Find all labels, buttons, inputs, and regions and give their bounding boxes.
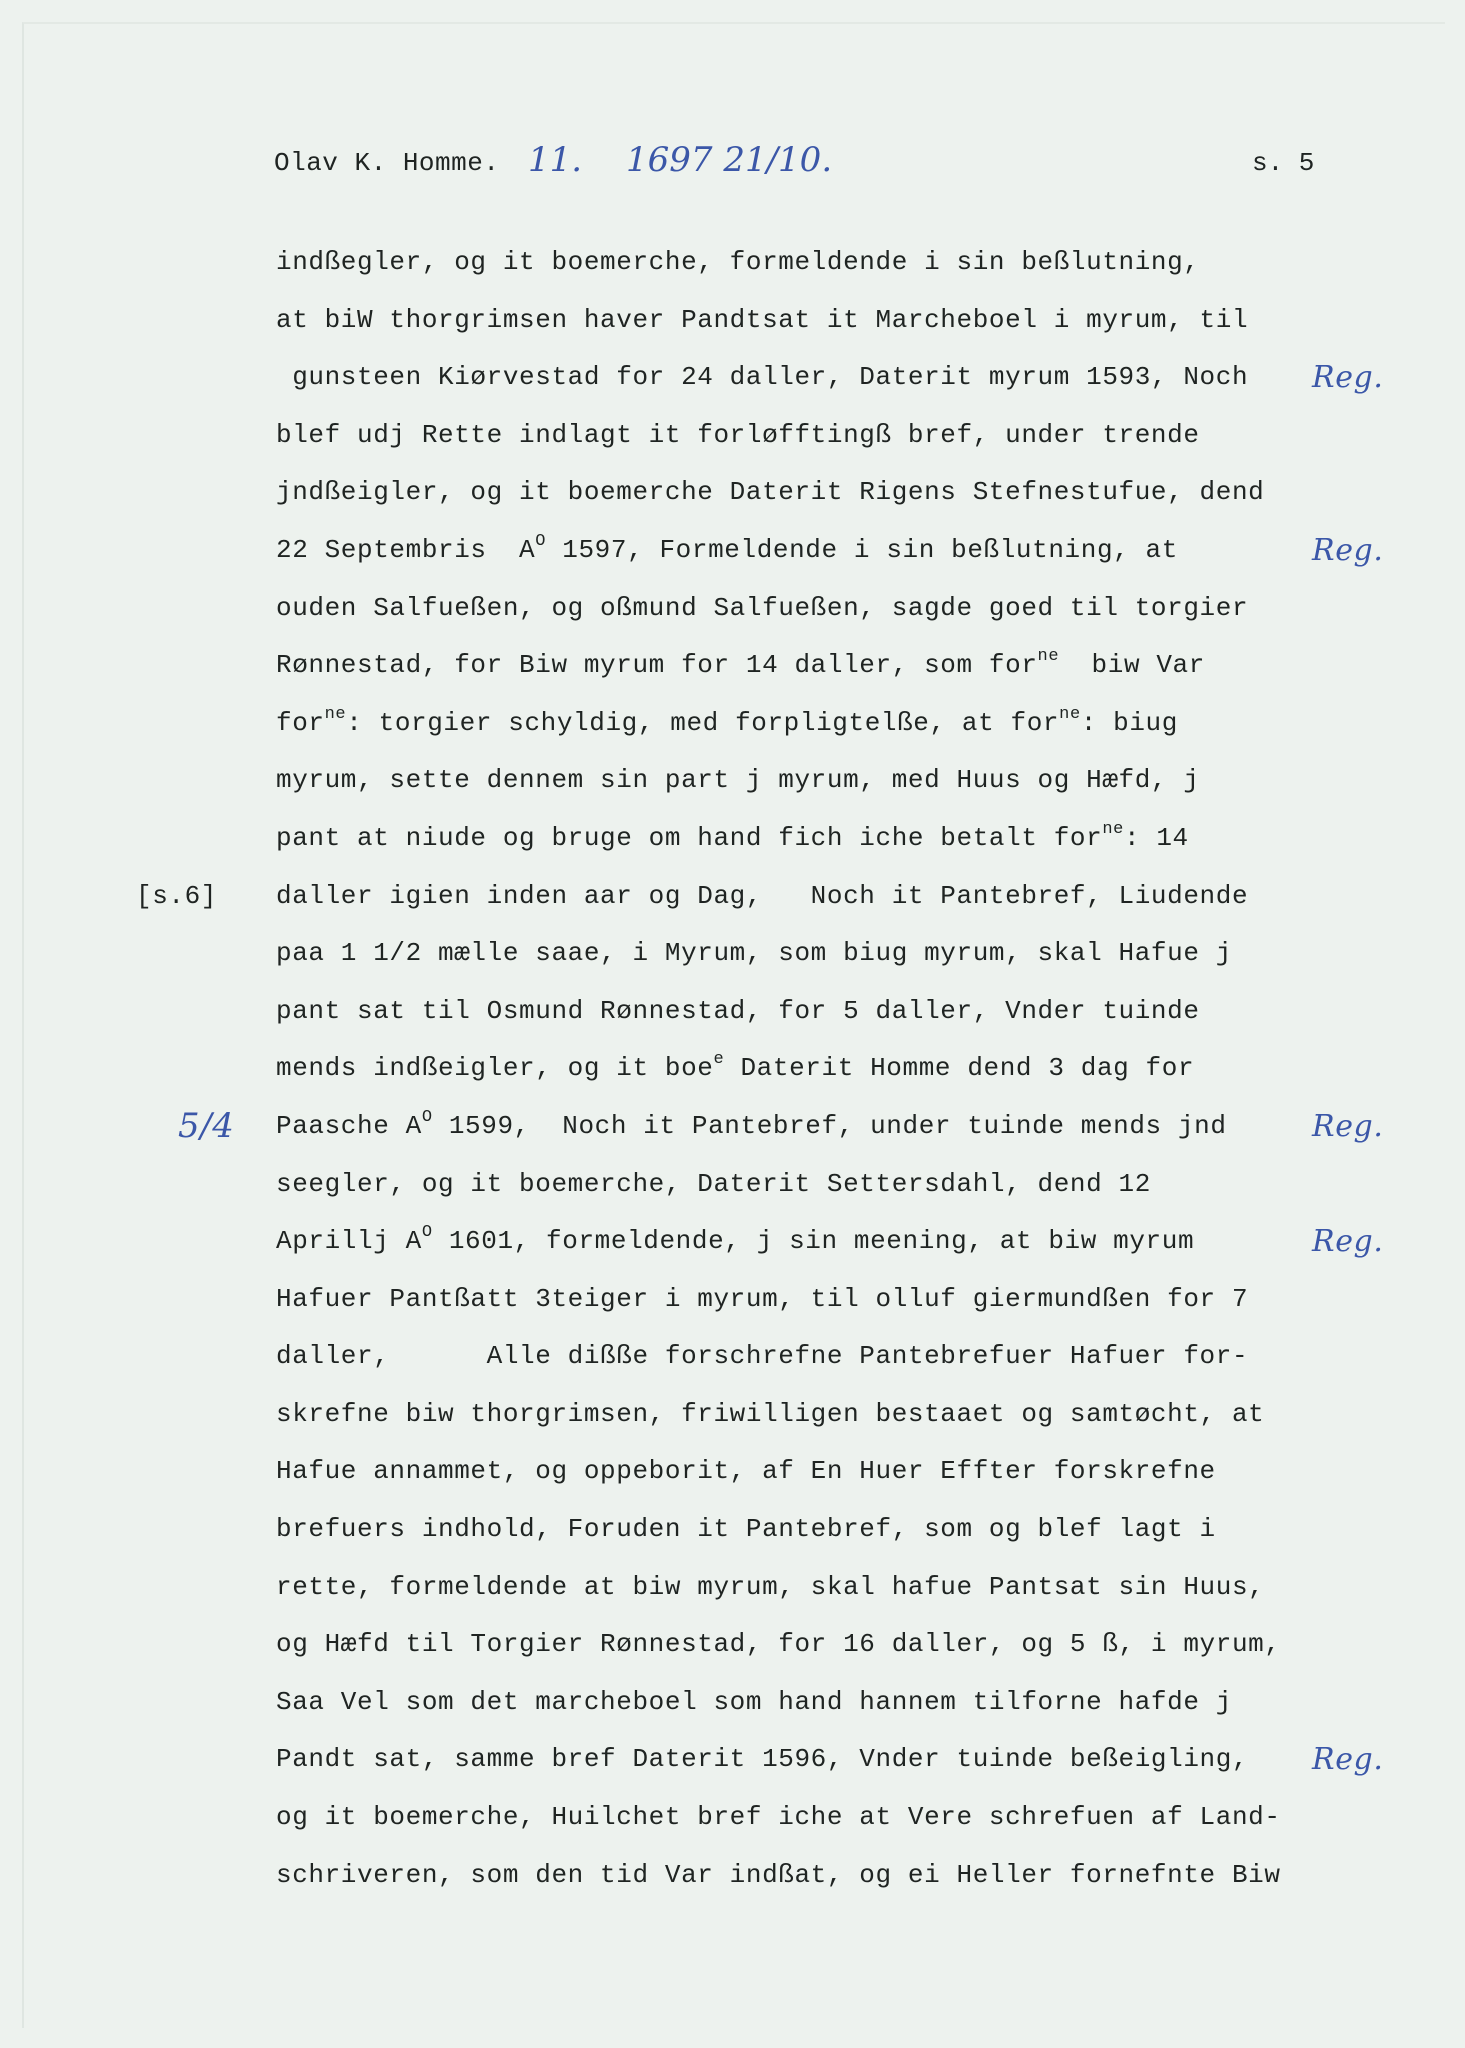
text-line bbox=[0, 1098, 1465, 1156]
line-text bbox=[276, 1328, 1248, 1386]
text-segment: seegler, og it boemerche, Daterit Settersdahl, dend 12 bbox=[276, 1168, 1151, 1199]
text-line bbox=[0, 1213, 1465, 1271]
page-header bbox=[0, 140, 1465, 190]
text-segment: 22 Septembris A bbox=[276, 534, 536, 565]
text-line bbox=[0, 1559, 1465, 1617]
text-segment: gunsteen Kiørvestad for 24 daller, Daterit myrum 1593, Noch bbox=[276, 362, 1249, 393]
line-text bbox=[276, 983, 1200, 1041]
line-text bbox=[276, 1501, 1216, 1559]
text-line bbox=[0, 1501, 1465, 1559]
handwritten-date: 1697 21/10. bbox=[626, 140, 833, 180]
text-segment: og it boemerche, Huilchet bref iche at Vere schrefuen af Land- bbox=[276, 1802, 1281, 1833]
text-segment: brefuers indhold, Foruden it Pantebref, som og blef lagt i bbox=[276, 1514, 1216, 1545]
text-line bbox=[0, 580, 1465, 638]
line-text bbox=[276, 1271, 1248, 1329]
line-text bbox=[276, 292, 1248, 350]
text-line bbox=[0, 752, 1465, 810]
line-text bbox=[276, 1559, 1264, 1617]
line-text bbox=[276, 868, 1248, 926]
line-text bbox=[276, 1443, 1216, 1501]
text-segment: rette, formeldende at biw myrum, skal hafue Pantsat sin Huus, bbox=[276, 1571, 1265, 1602]
superscript: O bbox=[421, 1107, 433, 1127]
margin-note-reg: Reg. bbox=[1312, 1742, 1384, 1778]
text-line bbox=[0, 292, 1465, 350]
text-segment: skrefne biw thorgrimsen, friwilligen bestaaet og samtøcht, at bbox=[276, 1398, 1265, 1429]
text-segment: at biW thorgrimsen haver Pandtsat it Marcheboel i myrum, til bbox=[276, 304, 1249, 335]
line-text bbox=[276, 1731, 1248, 1789]
text-line bbox=[0, 1443, 1465, 1501]
text-line bbox=[0, 234, 1465, 292]
line-text bbox=[276, 1098, 1227, 1156]
margin-note-reg: Reg. bbox=[1312, 1108, 1384, 1144]
margin-note-reg: Reg. bbox=[1312, 532, 1384, 568]
superscript: ne bbox=[324, 704, 347, 724]
margin-note-reg: Reg. bbox=[1312, 1224, 1384, 1260]
text-line bbox=[0, 1674, 1465, 1732]
line-text bbox=[276, 1616, 1281, 1674]
text-line bbox=[0, 810, 1465, 868]
text-segment: Paasche A bbox=[276, 1110, 422, 1141]
text-segment: pant sat til Osmund Rønnestad, for 5 daller, Vnder tuinde bbox=[276, 995, 1200, 1026]
text-segment: myrum, sette dennem sin part j myrum, med Huus og Hæfd, j bbox=[276, 765, 1200, 796]
text-line bbox=[0, 1731, 1465, 1789]
line-text bbox=[276, 1789, 1281, 1847]
line-text bbox=[276, 752, 1200, 810]
text-segment: blef udj Rette indlagt it forløfftingß bref, under trende bbox=[276, 419, 1200, 450]
author-heading: Olav K. Homme. bbox=[274, 148, 500, 178]
text-line bbox=[0, 1040, 1465, 1098]
text-segment: Hafuer Pantßatt 3teiger i myrum, til olluf giermundßen for 7 bbox=[276, 1283, 1249, 1314]
text-line bbox=[0, 1156, 1465, 1214]
line-text bbox=[276, 637, 1205, 695]
page-number: s. 5 bbox=[1252, 148, 1315, 178]
text-line bbox=[0, 1847, 1465, 1905]
line-text bbox=[276, 1040, 1194, 1098]
margin-note-reg: Reg. bbox=[1312, 360, 1384, 396]
text-segment: indßegler, og it boemerche, formeldende i sin beßlutning, bbox=[276, 247, 1200, 277]
text-segment: paa 1 1/2 mælle saae, i Myrum, som biug myrum, skal Hafue j bbox=[276, 938, 1232, 969]
line-text bbox=[276, 522, 1178, 580]
text-line bbox=[0, 695, 1465, 753]
line-text bbox=[276, 1847, 1281, 1905]
line-text bbox=[276, 580, 1248, 638]
line-text bbox=[276, 1213, 1194, 1271]
text-line bbox=[0, 349, 1465, 407]
line-text bbox=[276, 1156, 1151, 1214]
line-text bbox=[276, 695, 1178, 753]
text-segment: schriveren, som den tid Var indßat, og ei Heller fornefnte Biw bbox=[276, 1859, 1281, 1890]
text-segment: Saa Vel som det marcheboel som hand hannem tilforne hafde j bbox=[276, 1686, 1232, 1717]
text-segment: 1601, formeldende, j sin meening, at biw myrum bbox=[432, 1226, 1195, 1257]
transcription-body bbox=[0, 234, 1465, 1904]
text-segment: og Hæfd til Torgier Rønnestad, for 16 daller, og 5 ß, i myrum, bbox=[276, 1629, 1281, 1660]
text-line bbox=[0, 868, 1465, 926]
text-line bbox=[0, 1789, 1465, 1847]
line-text bbox=[276, 925, 1232, 983]
text-segment: mends indßeigler, og it boe bbox=[276, 1053, 714, 1084]
text-line bbox=[0, 925, 1465, 983]
text-segment: : 14 bbox=[1123, 822, 1189, 853]
text-segment: for bbox=[276, 707, 325, 738]
superscript: O bbox=[535, 531, 547, 551]
page-reference: [s.6] bbox=[136, 880, 218, 911]
line-text bbox=[276, 1674, 1232, 1732]
line-text bbox=[276, 349, 1248, 407]
text-segment: jndßeigler, og it boemerche Daterit Rigens Stefnestufue, dend bbox=[276, 477, 1265, 508]
superscript: ne bbox=[1102, 819, 1124, 839]
text-segment: Rønnestad, for Biw myrum for 14 daller, som for bbox=[276, 650, 1038, 681]
text-line bbox=[0, 983, 1465, 1041]
line-text bbox=[276, 407, 1200, 465]
text-segment: 1599, Noch it Pantebref, under tuinde mends jnd bbox=[432, 1110, 1227, 1141]
superscript: e bbox=[713, 1050, 725, 1070]
text-segment: biw Var bbox=[1059, 650, 1205, 681]
line-text bbox=[276, 1386, 1264, 1444]
text-segment: daller, Alle dißße forschrefne Pantebrefuer Hafuer for- bbox=[276, 1341, 1249, 1372]
superscript: O bbox=[421, 1223, 433, 1243]
handwritten-volume: 11. bbox=[528, 140, 583, 180]
line-text bbox=[276, 234, 1200, 292]
text-segment: ouden Salfueßen, og oßmund Salfueßen, sagde goed til torgier bbox=[276, 592, 1249, 623]
text-segment: : torgier schyldig, med forpligtelße, at for bbox=[346, 707, 1060, 738]
text-segment: Pandt sat, samme bref Daterit 1596, Vnder tuinde beßeigling, bbox=[276, 1744, 1249, 1775]
text-segment: pant at niude og bruge om hand fich iche betalt for bbox=[276, 822, 1103, 853]
text-line bbox=[0, 637, 1465, 695]
superscript: ne bbox=[1037, 647, 1060, 667]
text-segment: Daterit Homme dend 3 dag for bbox=[724, 1053, 1195, 1084]
text-segment: : biug bbox=[1080, 707, 1178, 738]
text-line bbox=[0, 1328, 1465, 1386]
text-line bbox=[0, 1386, 1465, 1444]
text-segment: daller igien inden aar og Dag, Noch it Pantebref, Liudende bbox=[276, 880, 1249, 911]
margin-note-handwritten: 5/4 bbox=[178, 1105, 235, 1146]
text-segment: 1597, Formeldende i sin beßlutning, at bbox=[546, 534, 1178, 565]
line-text bbox=[276, 810, 1189, 868]
text-line bbox=[0, 464, 1465, 522]
line-text bbox=[276, 464, 1264, 522]
superscript: ne bbox=[1059, 704, 1081, 724]
text-line bbox=[0, 1271, 1465, 1329]
text-segment: Aprillj A bbox=[276, 1226, 422, 1257]
text-line bbox=[0, 407, 1465, 465]
text-line bbox=[0, 522, 1465, 580]
text-segment: Hafue annammet, og oppeborit, af En Huer Effter forskrefne bbox=[276, 1456, 1216, 1487]
text-line bbox=[0, 1616, 1465, 1674]
